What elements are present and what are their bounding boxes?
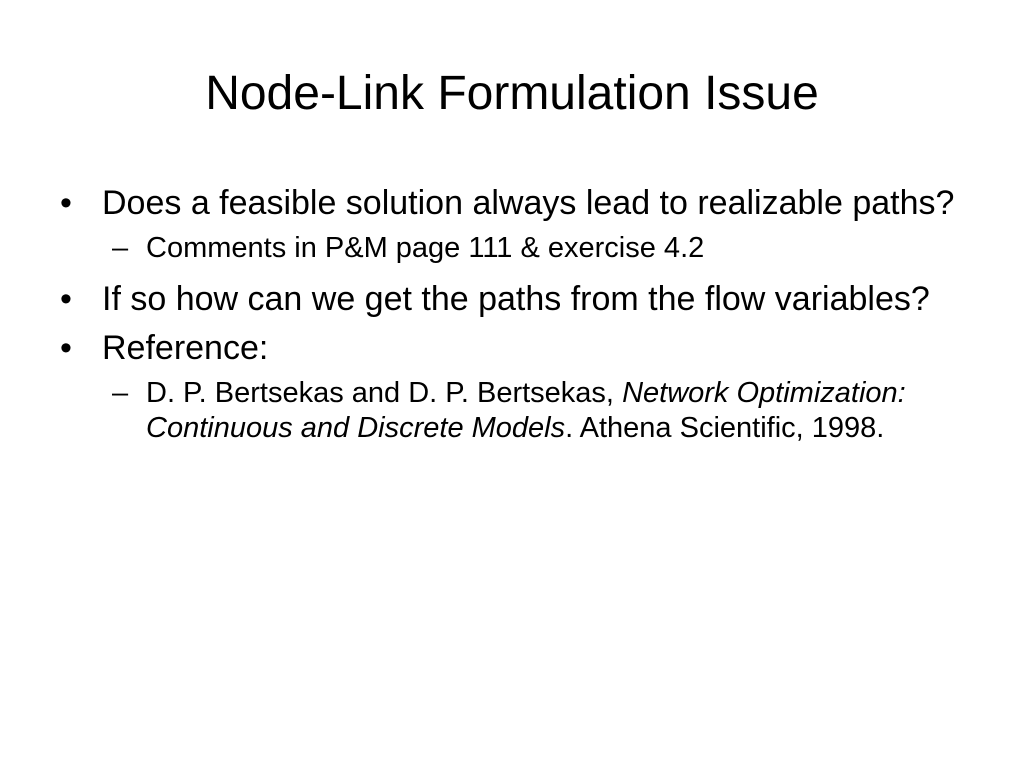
bullet-marker: • xyxy=(60,329,72,367)
bullet-text: If so how can we get the paths from the flow variables? xyxy=(102,280,930,318)
slide-title: Node-Link Formulation Issue xyxy=(205,67,819,120)
sub-bullet-item-comments xyxy=(60,231,960,266)
citation-authors: D. P. Bertsekas and D. P. Bertsekas, xyxy=(146,377,623,409)
citation-publisher: . Athena Scientific, 1998. xyxy=(565,412,885,444)
dash-marker: – xyxy=(112,232,129,264)
sub-bullet-text: Comments in P&M page 111 & exercise 4.2 xyxy=(146,232,705,264)
bullet-item-reference xyxy=(60,327,960,370)
bullet-item-paths-from-flow xyxy=(60,278,960,321)
bullet-marker: • xyxy=(60,280,72,318)
bullet-marker: • xyxy=(60,184,72,222)
sub-bullet-item-citation xyxy=(60,376,960,446)
bullet-text: Does a feasible solution always lead to realizable paths? xyxy=(102,184,955,222)
citation-book-title: Network Optimization: Continuous and Discrete Models xyxy=(146,377,906,444)
dash-marker: – xyxy=(112,377,129,409)
bullet-text: Reference: xyxy=(102,329,269,367)
bullet-item-feasible-solution xyxy=(60,182,960,225)
slide-body xyxy=(60,182,960,458)
